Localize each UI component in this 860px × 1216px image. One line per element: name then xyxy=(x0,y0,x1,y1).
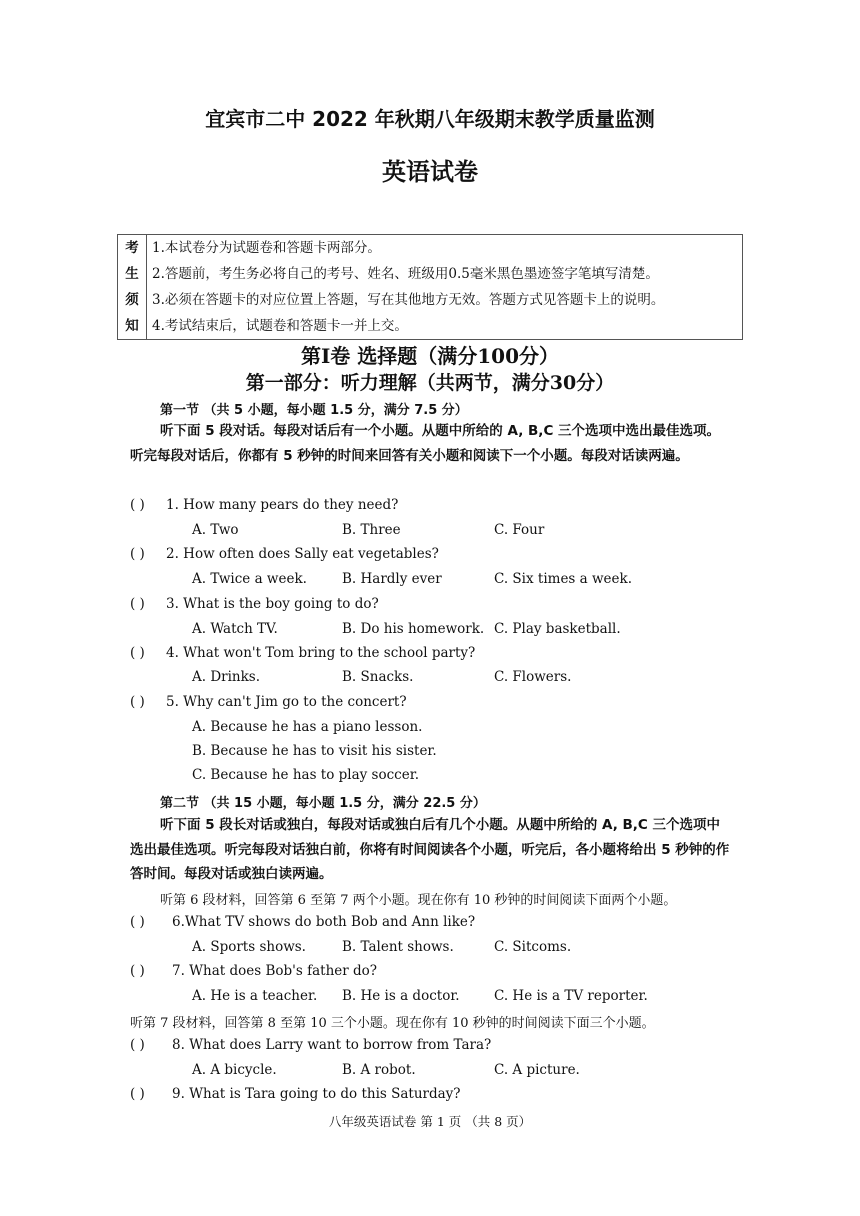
option: A. A bicycle. xyxy=(192,1062,277,1078)
notice-label-char: 知 xyxy=(125,318,139,334)
notice-box xyxy=(117,234,743,340)
option: B. He is a doctor. xyxy=(342,988,460,1004)
option: C. Four xyxy=(494,522,545,538)
answer-blank[interactable]: ( ) xyxy=(130,694,145,710)
notice-label-char: 须 xyxy=(125,292,139,308)
notice-item: 4.考试结束后，试题卷和答题卡一并上交。 xyxy=(152,318,408,334)
section2-heading: 第二节 （共 15 小题，每小题 1.5 分，满分 22.5 分） xyxy=(160,796,486,811)
question-text: 6.What TV shows do both Bob and Ann like? xyxy=(172,914,476,930)
option: A. Because he has a piano lesson. xyxy=(192,719,423,735)
option: A. Sports shows. xyxy=(192,939,306,955)
question-text: 3. What is the boy going to do? xyxy=(166,596,379,612)
material-note: 听第 7 段材料，回答第 8 至第 10 三个小题。现在你有 10 秒钟的时间阅读下面三个小题。 xyxy=(130,1016,655,1031)
question-text: 5. Why can't Jim go to the concert? xyxy=(166,694,407,710)
section1-heading: 第一节 （共 5 小题，每小题 1.5 分，满分 7.5 分） xyxy=(160,403,468,418)
option: B. Snacks. xyxy=(342,669,414,685)
question-text: 2. How often does Sally eat vegetables? xyxy=(166,546,439,562)
notice-item: 2.答题前，考生务必将自己的考号、姓名、班级用0.5毫米黑色墨迹签字笔填写清楚。 xyxy=(152,266,659,282)
answer-blank[interactable]: ( ) xyxy=(130,645,145,661)
page-footer: 八年级英语试卷 第 1 页 （共 8 页） xyxy=(328,1114,532,1129)
question-text: 1. How many pears do they need? xyxy=(166,497,399,513)
question-text: 8. What does Larry want to borrow from Tara? xyxy=(172,1037,492,1053)
subject-title: 英语试卷 xyxy=(382,158,478,186)
question-text: 9. What is Tara going to do this Saturday? xyxy=(172,1086,461,1102)
notice-label-char: 考 xyxy=(125,240,139,256)
option: C. Because he has to play soccer. xyxy=(192,767,419,783)
notice-items xyxy=(147,235,743,340)
option: C. Play basketball. xyxy=(494,621,621,637)
option: B. Three xyxy=(342,522,401,538)
answer-blank[interactable]: ( ) xyxy=(130,497,145,513)
option: A. Watch TV. xyxy=(192,621,278,637)
answer-blank[interactable]: ( ) xyxy=(130,963,145,979)
option: A. He is a teacher. xyxy=(192,988,318,1004)
exam-title: 宜宾市二中 2022 年秋期八年级期末教学质量监测 xyxy=(205,107,655,131)
section2-instructions: 听下面 5 段长对话或独白，每段对话或独白后有几个小题。从题中所给的 A, B,C 三个选项中选出最佳选项。听完每段对话独白前，你将有时间阅读各个小题，听完后，各小题将给出 5 秒钟的作答时间。每段对话或独白读两遍。 xyxy=(130,817,730,882)
notice-item: 3.必须在答题卡的对应位置上答题，写在其他地方无效。答题方式见答题卡上的说明。 xyxy=(152,292,665,308)
answer-blank[interactable]: ( ) xyxy=(130,596,145,612)
option: B. A robot. xyxy=(342,1062,416,1078)
notice-label xyxy=(118,235,147,340)
answer-blank[interactable]: ( ) xyxy=(130,1086,145,1102)
option: C. Sitcoms. xyxy=(494,939,572,955)
option: A. Twice a week. xyxy=(192,571,307,587)
volume-title: 第Ⅰ卷 选择题（满分100分） xyxy=(300,344,560,368)
option: B. Talent shows. xyxy=(342,939,454,955)
answer-blank[interactable]: ( ) xyxy=(130,914,145,930)
question-text: 7. What does Bob's father do? xyxy=(172,963,378,979)
part-title: 第一部分：听力理解（共两节，满分30分） xyxy=(245,372,615,394)
option: C. Flowers. xyxy=(494,669,572,685)
option: B. Because he has to visit his sister. xyxy=(192,743,437,759)
answer-blank[interactable]: ( ) xyxy=(130,1037,145,1053)
option: A. Two xyxy=(192,522,239,538)
option: C. A picture. xyxy=(494,1062,580,1078)
notice-label-char: 生 xyxy=(125,266,139,282)
option: C. He is a TV reporter. xyxy=(494,988,648,1004)
material-note: 听第 6 段材料，回答第 6 至第 7 两个小题。现在你有 10 秒钟的时间阅读下面两个小题。 xyxy=(160,893,677,908)
section1-instructions: 听下面 5 段对话。每段对话后有一个小题。从题中所给的 A, B,C 三个选项中选出最佳选项。听完每段对话后，你都有 5 秒钟的时间来回答有关小题和阅读下一个小题。每段对话读两遍。 xyxy=(130,423,721,464)
option: A. Drinks. xyxy=(192,669,261,685)
answer-blank[interactable]: ( ) xyxy=(130,546,145,562)
question-text: 4. What won't Tom bring to the school party? xyxy=(166,645,476,661)
option: C. Six times a week. xyxy=(494,571,632,587)
option: B. Hardly ever xyxy=(342,571,442,587)
option: B. Do his homework. xyxy=(342,621,485,637)
notice-item: 1.本试卷分为试题卷和答题卡两部分。 xyxy=(152,240,381,256)
